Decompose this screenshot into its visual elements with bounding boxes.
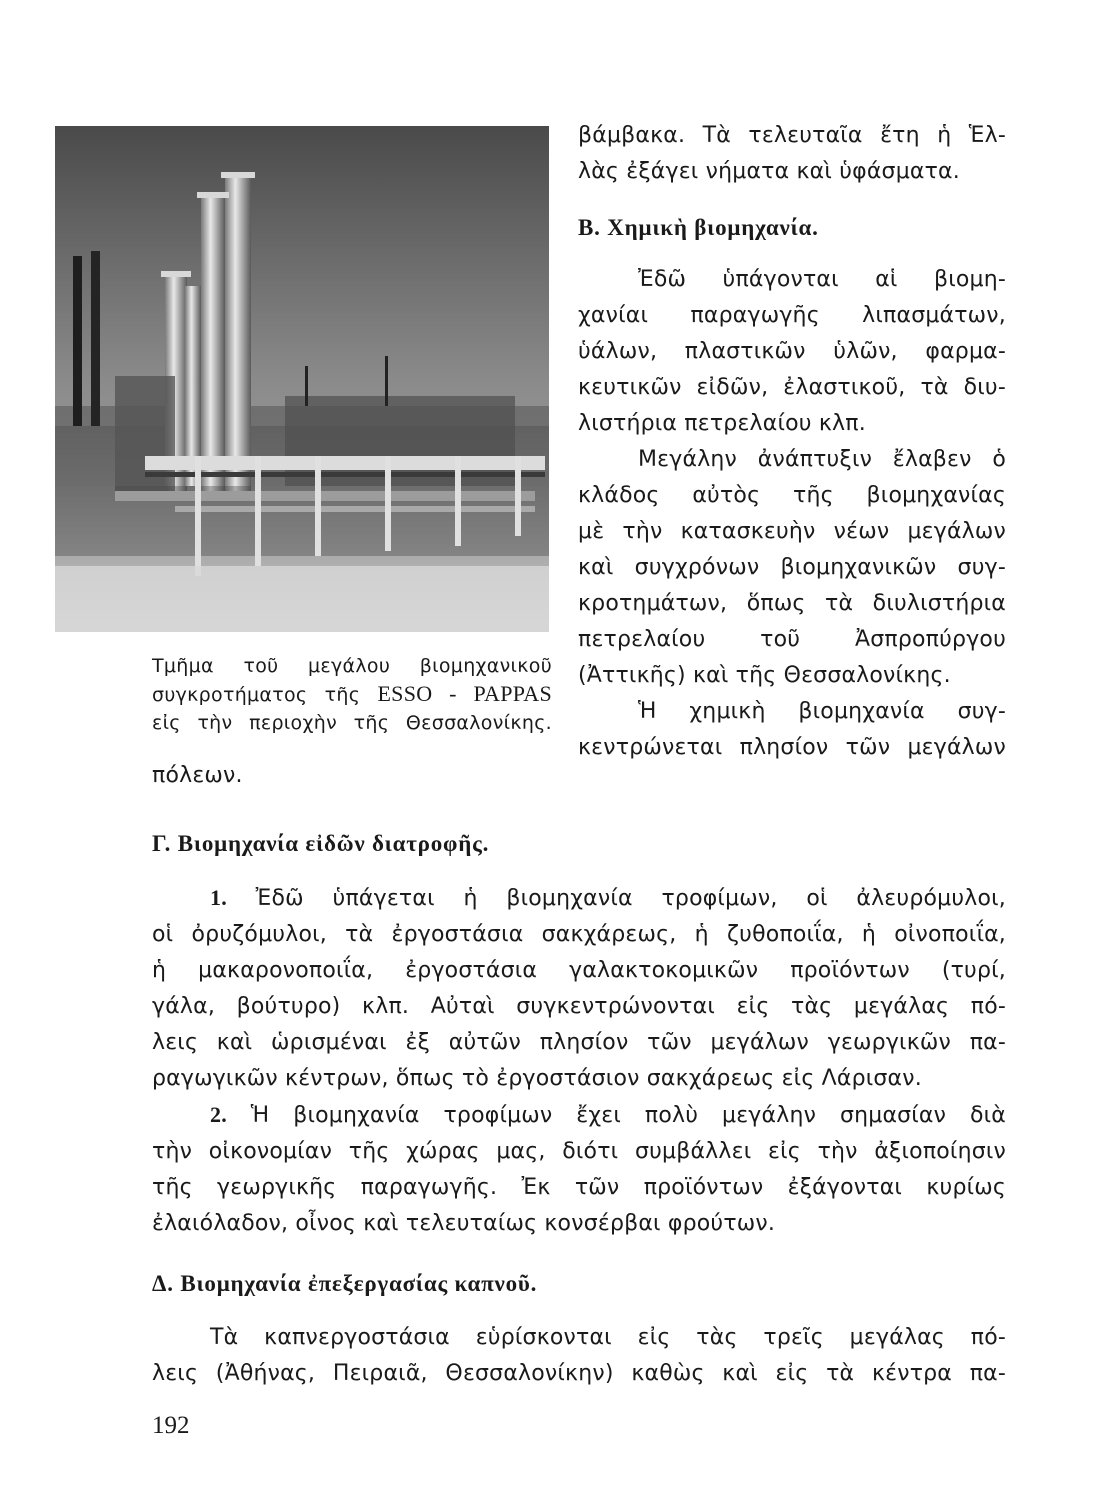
text-line: λεις (Ἀθήνας, Πειραιᾶ, Θεσσαλονίκην) καθὼς καὶ εἰς τὰ κέντρα πα-: [152, 1361, 1006, 1386]
text-line: τὴν οἰκονομίαν τῆς χώρας μας, διότι συμβάλλει εἰς τὴν ἀξιοποίησιν: [152, 1139, 1006, 1164]
paragraph: [578, 262, 1006, 442]
photo-caption: [152, 652, 552, 737]
text-line: ἐλαιόλαδον, οἶνος καὶ τελευταίως κονσέρβαι φρούτων.: [152, 1211, 776, 1236]
text-line: (Ἀττικῆς) καὶ τῆς Θεσσαλονίκης.: [578, 663, 951, 688]
text-line: καὶ συγχρόνων βιομηχανικῶν συγ-: [578, 555, 1006, 580]
refinery-photo: [55, 126, 549, 632]
text-line: κεντρώνεται πλησίον τῶν μεγάλων: [578, 735, 1006, 760]
text-line: γάλα, βούτυρο) κλπ. Αὐταὶ συγκεντρώνονται εἰς τὰς μεγάλας πό-: [152, 994, 1006, 1019]
caption-line-1: Τμῆμα τοῦ μεγάλου βιομηχανικοῦ: [152, 655, 552, 677]
caption-line-2-text: συγκροτήματος τῆς: [152, 684, 361, 706]
text-line: πετρελαίου τοῦ Ἀσπροπύργου: [578, 627, 1006, 652]
text-line: Τὰ καπνεργοστάσια εὑρίσκονται εἰς τὰς τρεῖς μεγάλας πό-: [210, 1325, 1006, 1350]
text-line: λεις καὶ ὡρισμέναι ἐξ αὐτῶν πλησίον τῶν μεγάλων γεωργικῶν πα-: [152, 1030, 1006, 1055]
text-line: [152, 1097, 1006, 1134]
caption-line-2: [152, 680, 552, 709]
caption-brand: ESSO - PAPPAS: [377, 681, 552, 706]
right-column: [578, 118, 1006, 766]
text-line: χανίαι παραγωγῆς λιπασμάτων,: [578, 303, 1006, 328]
text-line: πόλεων.: [152, 763, 243, 788]
text-span: Ἡ βιομηχανία τροφίμων ἔχει πολὺ μεγάλην σημασίαν διὰ: [250, 1103, 1007, 1128]
refinery-photo-image: [55, 126, 549, 632]
text-span: Ἐδῶ ὑπάγεται ἡ βιομηχανία τροφίμων, οἱ ἀλευρόμυλοι,: [255, 886, 1006, 911]
text-line: κευτικῶν εἰδῶν, ἐλαστικοῦ, τὰ διυ-: [578, 375, 1006, 400]
paragraph-number: 2.: [210, 1102, 227, 1127]
text-line: ὑάλων, πλαστικῶν ὑλῶν, φαρμα-: [578, 339, 1006, 364]
text-line: λιστήρια πετρελαίου κλπ.: [578, 411, 866, 436]
caption-line-3: εἰς τὴν περιοχὴν τῆς Θεσσαλονίκης.: [152, 712, 552, 734]
text-line: Μεγάλην ἀνάπτυξιν ἔλαβεν ὁ: [638, 447, 1006, 472]
text-line: μὲ τὴν κατασκευὴν νέων μεγάλων: [578, 519, 1006, 544]
text-line: κλάδος αὐτὸς τῆς βιομηχανίας: [578, 483, 1006, 508]
page-number: 192: [152, 1412, 190, 1439]
text-line: βάμβακα. Τὰ τελευταῖα ἔτη ἡ Ἑλ-: [578, 123, 1006, 148]
text-line: Ἐδῶ ὑπάγονται αἱ βιομη-: [638, 267, 1006, 292]
text-line: [152, 880, 1006, 917]
paragraph: [578, 442, 1006, 694]
paragraph-number: 1.: [210, 885, 227, 910]
section-tobacco-industry: [152, 1320, 1006, 1392]
paragraph: [578, 694, 1006, 766]
text-line: Ἡ χημικὴ βιομηχανία συγ-: [638, 699, 1006, 724]
text-line: τῆς γεωργικῆς παραγωγῆς. Ἐκ τῶν προϊόντων ἐξάγονται κυρίως: [152, 1175, 1006, 1200]
heading-food-industry: Γ. Βιομηχανία εἰδῶν διατροφῆς.: [152, 831, 490, 856]
section-food-industry: [152, 880, 1006, 1242]
text-line: λὰς ἐξάγει νήματα καὶ ὑφάσματα.: [578, 159, 960, 184]
text-line: ραγωγικῶν κέντρων, ὅπως τὸ ἐργοστάσιον σακχάρεως εἰς Λάρισαν.: [152, 1066, 922, 1091]
heading-chemical-industry: Β. Χημικὴ βιομηχανία.: [578, 215, 819, 240]
text-line: οἱ ὀρυζόμυλοι, τὰ ἐργοστάσια σακχάρεως, ἡ ζυθοποιΐα, ἡ οἰνοποιΐα,: [152, 922, 1006, 947]
heading-tobacco-industry: Δ. Βιομηχανία ἐπεξεργασίας καπνοῦ.: [152, 1271, 538, 1296]
continuation: [152, 758, 1006, 794]
text-line: ἡ μακαρονοποιΐα, ἐργοστάσια γαλακτοκομικῶν προϊόντων (τυρί,: [152, 958, 1006, 983]
text-line: κροτημάτων, ὅπως τὰ διυλιστήρια: [578, 591, 1006, 616]
